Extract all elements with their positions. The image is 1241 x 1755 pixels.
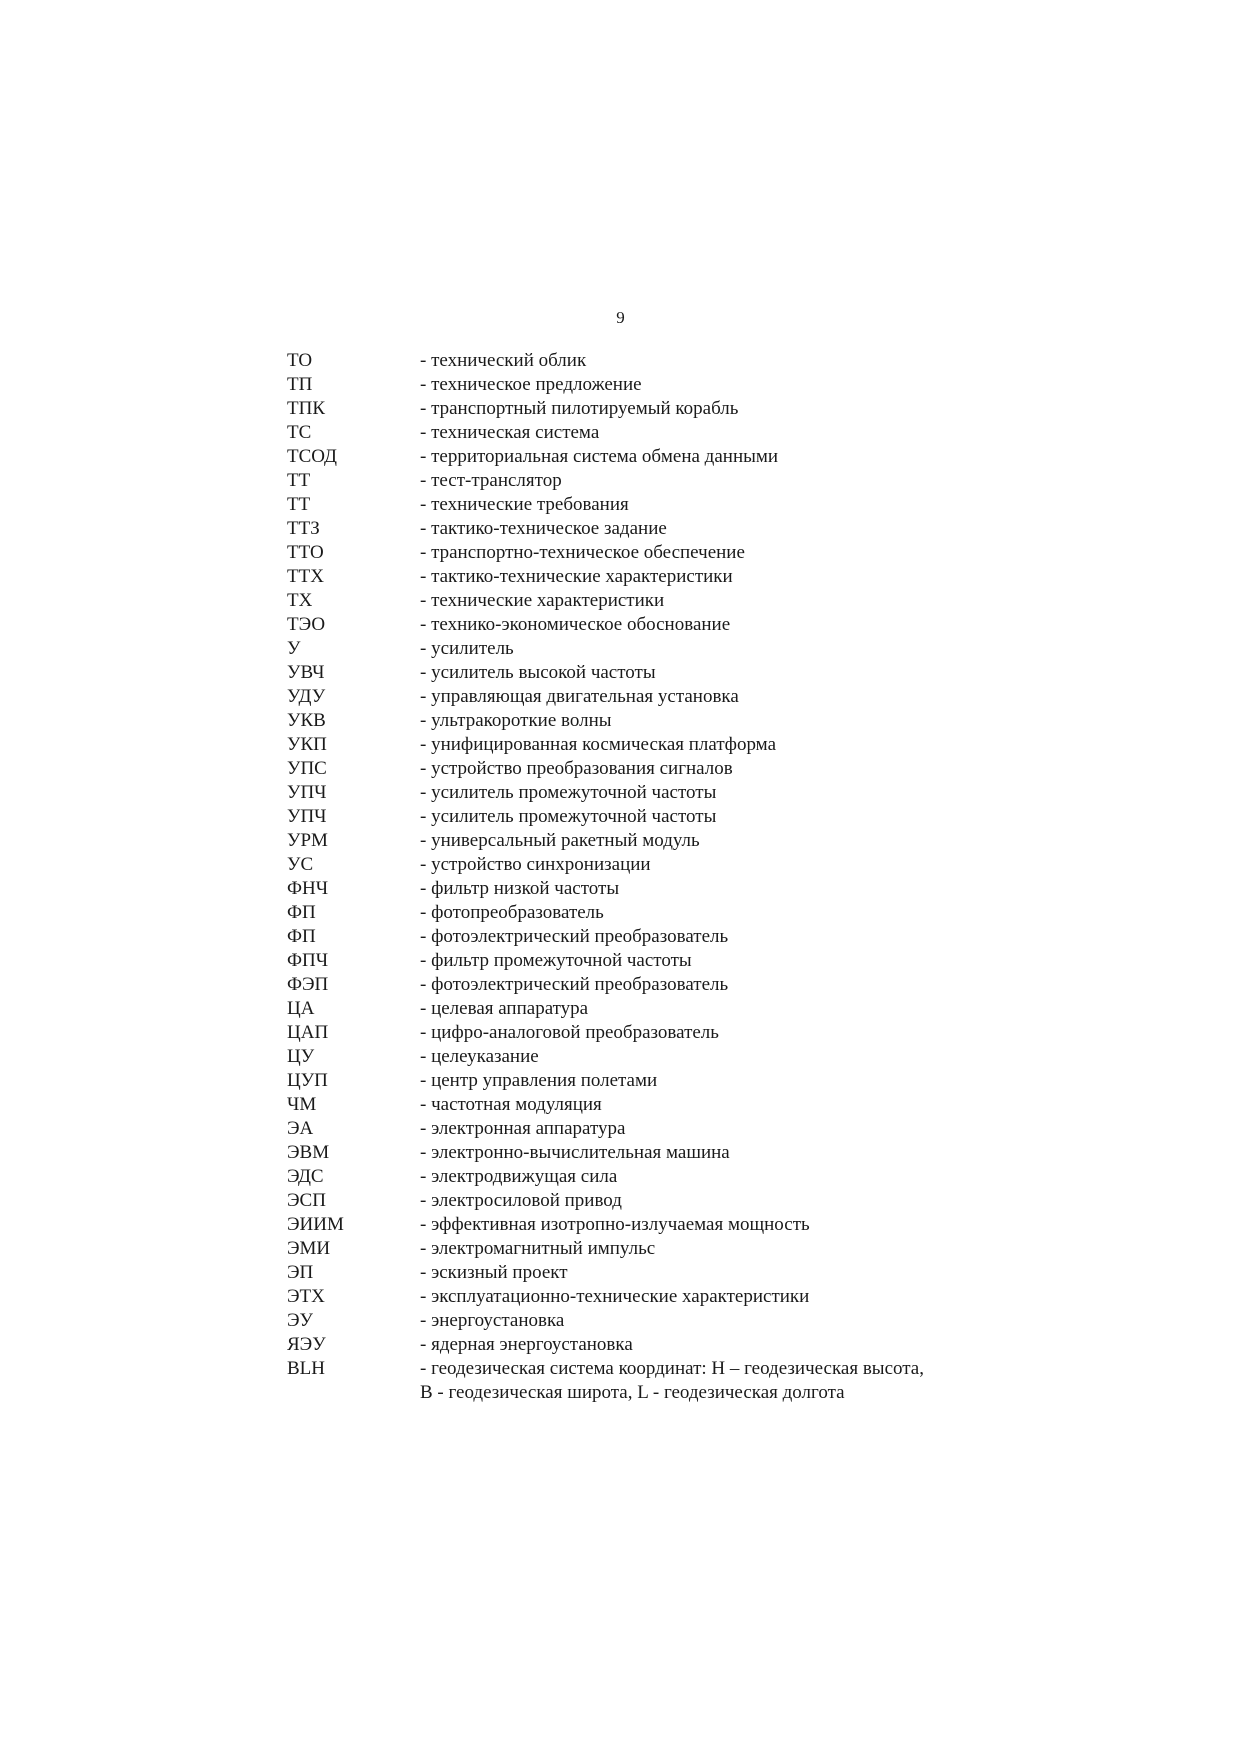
abbreviation-term: У	[287, 638, 301, 659]
abbreviation-definition	[420, 1213, 1007, 1237]
abbreviation-definition	[420, 733, 1007, 757]
abbreviation-definition	[420, 829, 1007, 853]
abbreviation-definition	[420, 1021, 1007, 1045]
abbreviation-definition	[420, 757, 1007, 781]
abbreviation-definition	[420, 349, 1007, 373]
abbreviation-list	[287, 349, 1007, 1405]
abbreviation-term: УС	[287, 854, 314, 875]
definition-continuation: B - геодезическая широта, L - геодезическая долгота	[420, 1382, 845, 1403]
definition-text: - техническое предложение	[420, 374, 642, 395]
abbreviation-row	[287, 1093, 1007, 1117]
definition-text: - усилитель высокой частоты	[420, 662, 656, 683]
definition-text: - энергоустановка	[420, 1310, 565, 1331]
abbreviation-definition	[420, 421, 1007, 445]
abbreviation-definition	[420, 877, 1007, 901]
abbreviation-term: ЦУ	[287, 1046, 315, 1067]
definition-text: - фильтр низкой частоты	[420, 878, 620, 899]
abbreviation-term: ЦУП	[287, 1070, 328, 1091]
abbreviation-row	[287, 1165, 1007, 1189]
abbreviation-row	[287, 733, 1007, 757]
definition-text: - электромагнитный импульс	[420, 1238, 656, 1259]
definition-text: - целеуказание	[420, 1046, 539, 1067]
abbreviation-term: УКВ	[287, 710, 326, 731]
definition-text: - устройство преобразования сигналов	[420, 758, 733, 779]
abbreviation-row	[287, 973, 1007, 997]
definition-text: - электродвижущая сила	[420, 1166, 618, 1187]
abbreviation-definition	[420, 781, 1007, 805]
abbreviation-definition	[420, 541, 1007, 565]
abbreviation-definition	[420, 973, 1007, 997]
abbreviation-row	[287, 949, 1007, 973]
definition-text: - транспортный пилотируемый корабль	[420, 398, 739, 419]
abbreviation-row	[287, 901, 1007, 925]
abbreviation-row	[287, 781, 1007, 805]
abbreviation-term: BLH	[287, 1358, 325, 1379]
abbreviation-row	[287, 877, 1007, 901]
abbreviation-row	[287, 613, 1007, 637]
abbreviation-row	[287, 1309, 1007, 1333]
abbreviation-definition	[420, 1357, 1007, 1405]
abbreviation-definition	[420, 637, 1007, 661]
definition-text: - усилитель промежуточной частоты	[420, 782, 717, 803]
abbreviation-definition	[420, 901, 1007, 925]
abbreviation-definition	[420, 1069, 1007, 1093]
abbreviation-term: ТХ	[287, 590, 313, 611]
abbreviation-definition	[420, 925, 1007, 949]
abbreviation-definition	[420, 517, 1007, 541]
abbreviation-term: ЦА	[287, 998, 315, 1019]
abbreviation-definition	[420, 1165, 1007, 1189]
abbreviation-row	[287, 445, 1007, 469]
abbreviation-term: ТПК	[287, 398, 325, 419]
abbreviation-row	[287, 1261, 1007, 1285]
definition-text: - электронная аппаратура	[420, 1118, 626, 1139]
definition-text: - фильтр промежуточной частоты	[420, 950, 692, 971]
abbreviation-definition	[420, 685, 1007, 709]
abbreviation-term: ТТЗ	[287, 518, 320, 539]
definition-text: - тест-транслятор	[420, 470, 562, 491]
abbreviation-term: ЭА	[287, 1118, 314, 1139]
abbreviation-term: ТЭО	[287, 614, 326, 635]
abbreviation-term: ЭИИМ	[287, 1214, 344, 1235]
abbreviation-definition	[420, 1093, 1007, 1117]
abbreviation-term: ФЭП	[287, 974, 329, 995]
definition-text: - усилитель	[420, 638, 514, 659]
abbreviation-definition	[420, 853, 1007, 877]
definition-text: - унифицированная космическая платформа	[420, 734, 777, 755]
abbreviation-row	[287, 925, 1007, 949]
definition-text: - управляющая двигательная установка	[420, 686, 739, 707]
abbreviation-definition	[420, 1285, 1007, 1309]
definition-text: - электросиловой привод	[420, 1190, 622, 1211]
abbreviation-row	[287, 661, 1007, 685]
definition-text: - технико-экономическое обоснование	[420, 614, 731, 635]
abbreviation-term: ФПЧ	[287, 950, 329, 971]
definition-text: - электронно-вычислительная машина	[420, 1142, 730, 1163]
definition-text: - фотопреобразователь	[420, 902, 604, 923]
abbreviation-row	[287, 373, 1007, 397]
abbreviation-row	[287, 637, 1007, 661]
abbreviation-row	[287, 421, 1007, 445]
abbreviation-term: УДУ	[287, 686, 326, 707]
abbreviation-definition	[420, 949, 1007, 973]
definition-text: - тактико-технические характеристики	[420, 566, 733, 587]
abbreviation-definition	[420, 565, 1007, 589]
definition-text: - частотная модуляция	[420, 1094, 602, 1115]
abbreviation-row	[287, 757, 1007, 781]
abbreviation-term: ЭУ	[287, 1310, 313, 1331]
abbreviation-term: ТС	[287, 422, 312, 443]
abbreviation-term: ТП	[287, 374, 313, 395]
definition-text: - техническая система	[420, 422, 600, 443]
abbreviation-term: ЦАП	[287, 1022, 329, 1043]
abbreviation-definition	[420, 709, 1007, 733]
definition-text: - технический облик	[420, 350, 587, 371]
abbreviation-definition	[420, 397, 1007, 421]
abbreviation-definition	[420, 1045, 1007, 1069]
abbreviation-row	[287, 1237, 1007, 1261]
abbreviation-row	[287, 1141, 1007, 1165]
definition-text: - эскизный проект	[420, 1262, 568, 1283]
abbreviation-row	[287, 589, 1007, 613]
abbreviation-definition	[420, 469, 1007, 493]
definition-text: - целевая аппаратура	[420, 998, 589, 1019]
abbreviation-term: УКП	[287, 734, 327, 755]
definition-text: - устройство синхронизации	[420, 854, 651, 875]
definition-text: - усилитель промежуточной частоты	[420, 806, 717, 827]
abbreviation-term: УВЧ	[287, 662, 325, 683]
abbreviation-row	[287, 1021, 1007, 1045]
definition-text: - геодезическая система координат: H – геодезическая высота,	[420, 1358, 924, 1379]
definition-text: - универсальный ракетный модуль	[420, 830, 700, 851]
abbreviation-term: ТТО	[287, 542, 324, 563]
abbreviation-row	[287, 997, 1007, 1021]
abbreviation-definition	[420, 1141, 1007, 1165]
abbreviation-definition	[420, 1117, 1007, 1141]
abbreviation-term: УПС	[287, 758, 327, 779]
definition-text: - цифро-аналоговой преобразователь	[420, 1022, 719, 1043]
definition-text: - транспортно-техническое обеспечение	[420, 542, 745, 563]
abbreviation-row	[287, 541, 1007, 565]
abbreviation-definition	[420, 445, 1007, 469]
abbreviation-term: ФП	[287, 926, 316, 947]
abbreviation-term: ЭП	[287, 1262, 314, 1283]
abbreviation-term: ФНЧ	[287, 878, 329, 899]
abbreviation-row	[287, 853, 1007, 877]
abbreviation-definition	[420, 589, 1007, 613]
abbreviation-term: УПЧ	[287, 782, 327, 803]
abbreviation-term: ЭВМ	[287, 1142, 330, 1163]
abbreviation-definition	[420, 1189, 1007, 1213]
abbreviation-term: ТСОД	[287, 446, 338, 467]
abbreviation-term: ТТХ	[287, 566, 324, 587]
abbreviation-definition	[420, 805, 1007, 829]
abbreviation-term: ЭМИ	[287, 1238, 331, 1259]
abbreviation-row	[287, 1045, 1007, 1069]
definition-text: - ультракороткие волны	[420, 710, 612, 731]
definition-text: - ядерная энергоустановка	[420, 1334, 633, 1355]
abbreviation-row	[287, 517, 1007, 541]
page-number: 9	[616, 308, 625, 327]
definition-text: - технические характеристики	[420, 590, 665, 611]
abbreviation-definition	[420, 1333, 1007, 1357]
abbreviation-row	[287, 1189, 1007, 1213]
abbreviation-term: ЧМ	[287, 1094, 317, 1115]
abbreviation-row	[287, 493, 1007, 517]
abbreviation-definition	[420, 493, 1007, 517]
abbreviation-term: УПЧ	[287, 806, 327, 827]
definition-text: - фотоэлектрический преобразователь	[420, 926, 729, 947]
abbreviation-definition	[420, 373, 1007, 397]
abbreviation-row	[287, 1357, 1007, 1405]
abbreviation-term: ЯЭУ	[287, 1334, 326, 1355]
abbreviation-term: УРМ	[287, 830, 328, 851]
abbreviation-row	[287, 349, 1007, 373]
abbreviation-row	[287, 1117, 1007, 1141]
abbreviation-term: ТТ	[287, 494, 311, 515]
abbreviation-term: ТО	[287, 350, 313, 371]
abbreviation-definition	[420, 1309, 1007, 1333]
abbreviation-row	[287, 709, 1007, 733]
abbreviation-row	[287, 469, 1007, 493]
abbreviation-definition	[420, 1261, 1007, 1285]
definition-text: - территориальная система обмена данными	[420, 446, 779, 467]
abbreviation-definition	[420, 613, 1007, 637]
abbreviation-row	[287, 1285, 1007, 1309]
abbreviation-row	[287, 685, 1007, 709]
definition-text: - технические требования	[420, 494, 629, 515]
definition-text: - эксплуатационно-технические характеристики	[420, 1286, 810, 1307]
definition-text: - центр управления полетами	[420, 1070, 658, 1091]
abbreviation-term: ЭДС	[287, 1166, 324, 1187]
abbreviation-definition	[420, 1237, 1007, 1261]
abbreviation-row	[287, 565, 1007, 589]
definition-text: - фотоэлектрический преобразователь	[420, 974, 729, 995]
definition-text: - эффективная изотропно-излучаемая мощность	[420, 1214, 810, 1235]
definition-text: - тактико-техническое задание	[420, 518, 667, 539]
abbreviation-term: ЭТХ	[287, 1286, 325, 1307]
abbreviation-row	[287, 805, 1007, 829]
abbreviation-row	[287, 1069, 1007, 1093]
abbreviation-term: ФП	[287, 902, 316, 923]
abbreviation-row	[287, 829, 1007, 853]
abbreviation-row	[287, 1333, 1007, 1357]
abbreviation-row	[287, 1213, 1007, 1237]
abbreviation-definition	[420, 997, 1007, 1021]
abbreviation-definition	[420, 661, 1007, 685]
abbreviation-row	[287, 397, 1007, 421]
abbreviation-term: ЭСП	[287, 1190, 326, 1211]
abbreviation-term: ТТ	[287, 470, 311, 491]
